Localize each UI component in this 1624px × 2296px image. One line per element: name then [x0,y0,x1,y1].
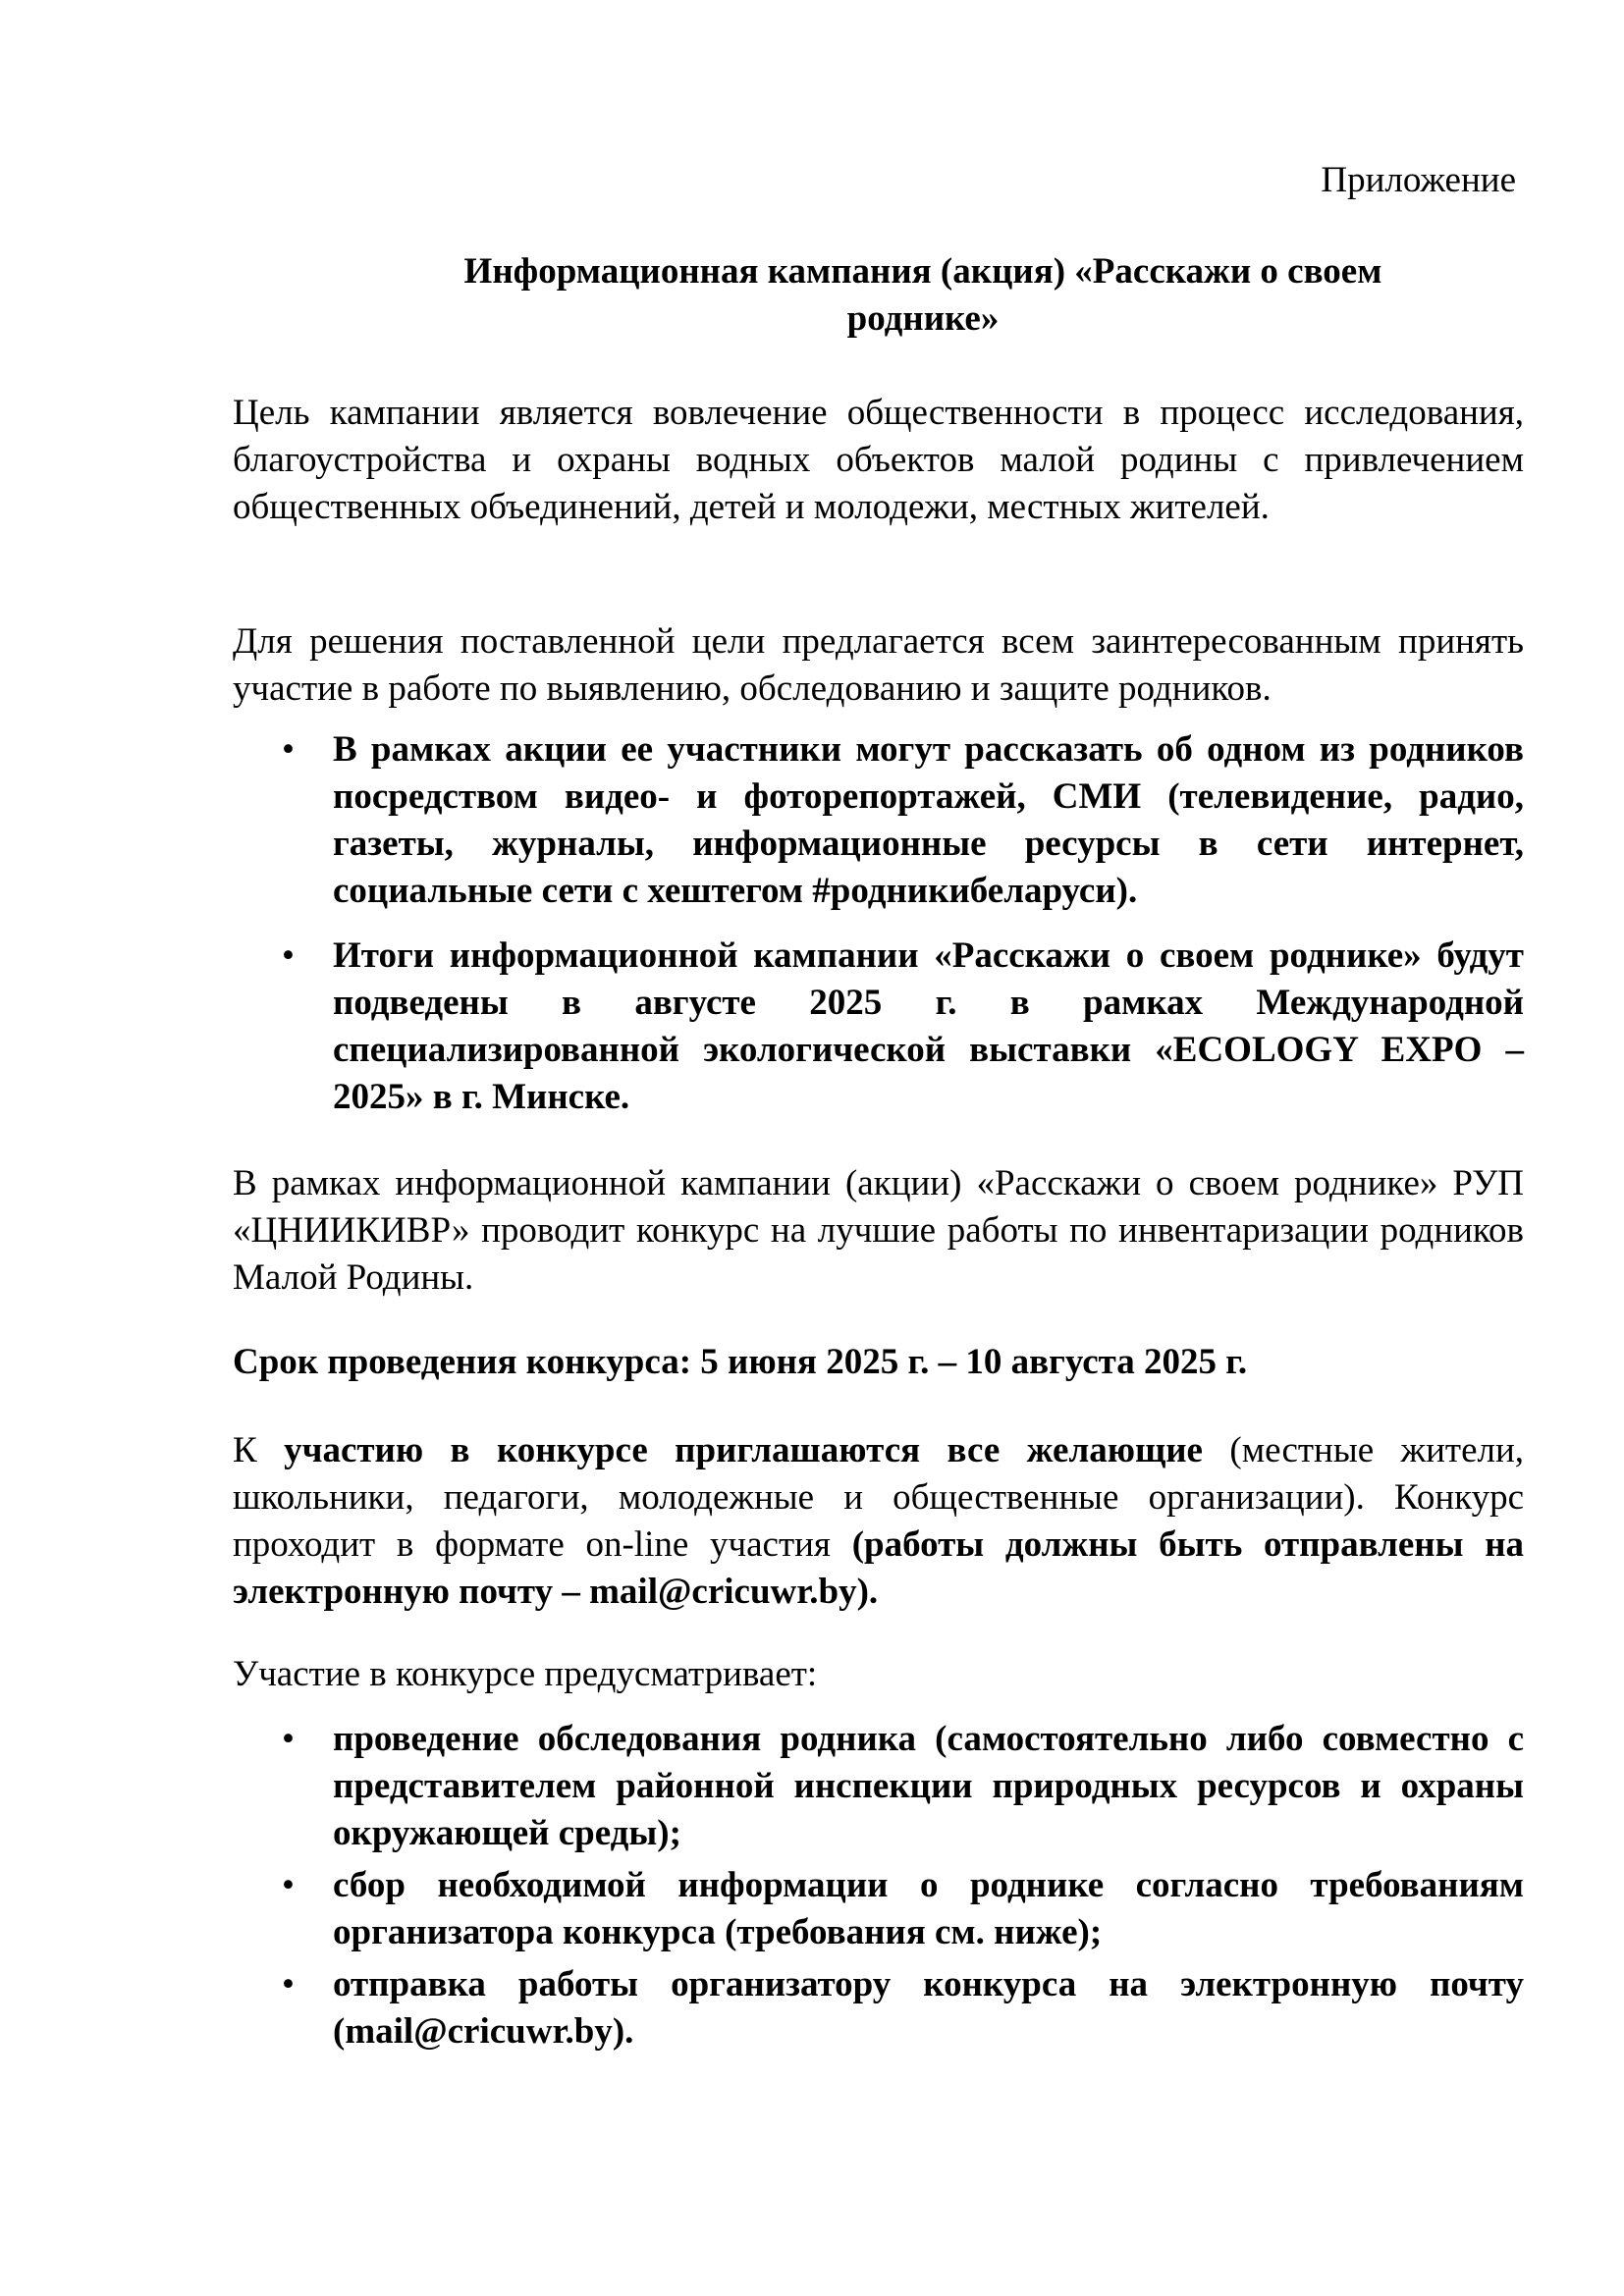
list-item [233,933,1524,1121]
bullet-text: отправка работы организатору конкурса на электронную почту (mail@cricuwr.by). [333,1964,1524,2052]
list-item [233,726,1524,915]
bullet-text: сбор необходимой информации о роднике согласно требованиям организатора конкурса (требования см. ниже); [333,1865,1524,1952]
bullet-dot: • [282,1865,295,1905]
participation-email-note: (работы должны быть отправлены на электронную почту – mail@cricuwr.by). [233,1524,1525,1612]
title-line-2: роднике» [846,298,1000,339]
title-line-1: Информационная кампания (акция) «Расскажи о своем [463,251,1382,292]
appendix-label: Приложение [1321,160,1516,200]
bullet-dot: • [282,729,295,770]
list-item [233,1862,1524,1956]
bullet-dot: • [282,935,295,976]
bullet-text: В рамках акции ее участники могут рассказать об одном из родников посредством видео- и фоторепортажей, СМИ (телевидение, радио, газеты, журналы, информационные ресурсы в сети интернет, социальные сети с хештегом #родникибеларуси). [333,729,1524,911]
contest-paragraph: В рамках информационной кампании (акции) «Расскажи о своем роднике» РУП «ЦНИИКИВР» проводит конкурс на лучшие работы по инвентаризации родников Малой Родины. [233,1163,1524,1298]
list-item [233,1716,1524,1857]
document-title [373,248,1473,343]
participation-details: (местные жители, школьники, педагоги, молодежные и общественные организации). Конкурс проходит в формате on-line участия [233,1430,1525,1565]
participation-prefix: К [233,1430,285,1470]
intro-paragraph: Цель кампании является вовлечение общественности в процесс исследования, благоустройства и охраны водных объектов малой родины с привлечением общественных объединений, детей и молодежи, местных жителей. [233,393,1524,527]
participation-invite: участию в конкурсе приглашаются все желающие [284,1430,1203,1470]
bullet-text: Итоги информационной кампании «Расскажи о своем роднике» будут подведены в августе 2025 г. в рамках Международной специализированной экологической выставки «ECOLOGY EXPO – 2025» в г. Минске. [333,935,1524,1117]
invite-paragraph: Для решения поставленной цели предлагается всем заинтересованным принять участие в работе по выявлению, обследованию и защите родников. [233,621,1524,709]
requirements-intro: Участие в конкурсе предусматривает: [233,1654,818,1694]
bullet-text: проведение обследования родника (самостоятельно либо совместно с представителем районной инспекции природных ресурсов и охраны окружающей среды); [333,1719,1524,1853]
participation-paragraph [233,1427,1524,1616]
campaign-bullet-list [233,726,1524,1121]
contest-period: Срок проведения конкурса: 5 июня 2025 г. – 10 августа 2025 г. [233,1342,1248,1382]
requirements-bullet-list [233,1716,1524,2056]
bullet-dot: • [282,1964,295,2004]
bullet-dot: • [282,1719,295,1759]
list-item [233,1961,1524,2056]
